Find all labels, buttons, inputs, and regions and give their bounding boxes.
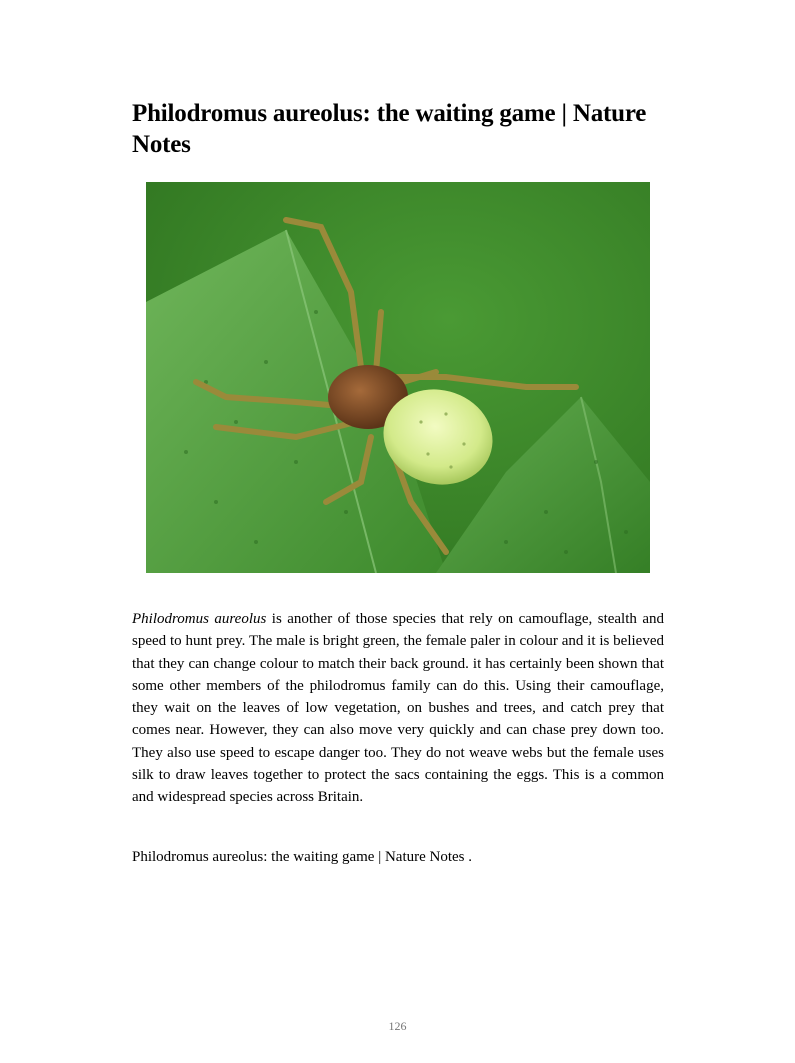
body-paragraph [132,608,664,809]
source-line: Philodromus aureolus: the waiting game | Nature Notes . [132,849,473,865]
spider-photo [146,182,650,573]
spider-photo-graphic [146,182,650,573]
page-title: Philodromus aureolus: the waiting game | Nature Notes [132,100,647,158]
species-name: Philodromus aureolus [132,611,267,627]
paragraph-text: is another of those species that rely on camouflage, stealth and speed to hunt prey. The male is bright green, the female paler in colour and it is believed that they can change colour to match their back ground. it has certainly been shown that some other members of the philodromus family can do this. Using their camouflage, they wait on the leaves of low vegetation, on bushes and trees, and catch prey that comes near. However, they can also move very quickly and can chase prey down too. They also use speed to escape danger too. They do not weave webs but the female uses silk to draw leaves together to protect the sacs containing the eggs. This is a common and widespread species across Britain. [132,611,664,806]
page-number: 126 [388,1019,407,1033]
